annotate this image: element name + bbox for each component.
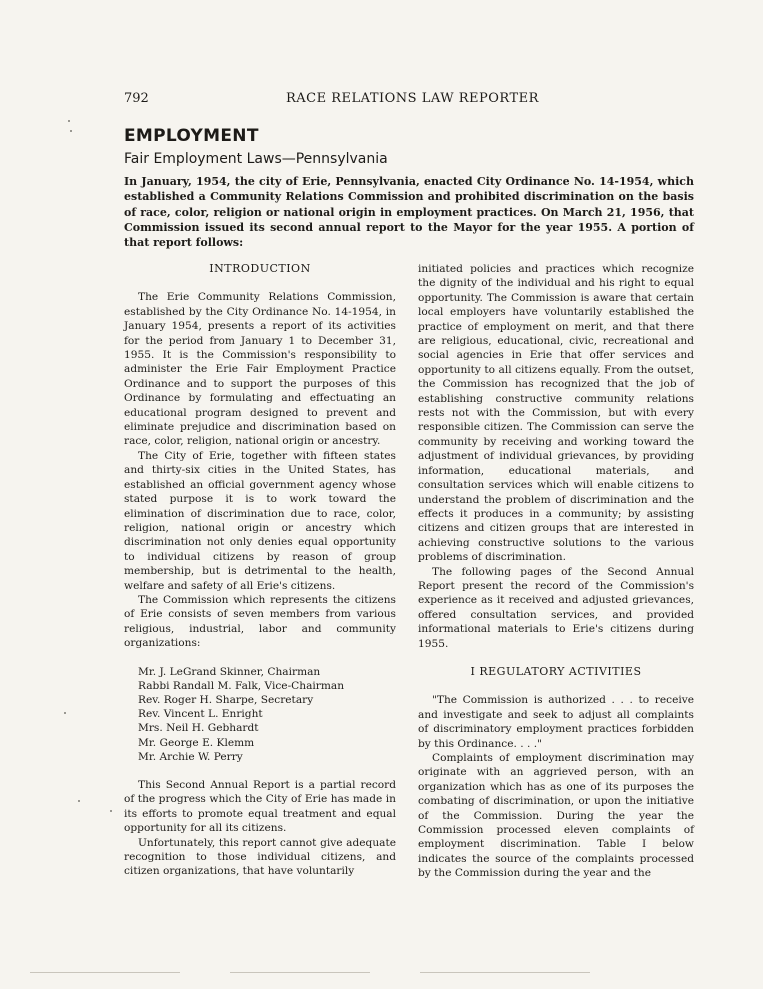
running-head: RACE RELATIONS LAW REPORTER [286,91,539,106]
ordinance-quote: "The Commission is authorized . . . to receive and investigate and seek to adjust all complaints of discriminatory employment practices forbidden by this Ordinance. . . ." [418,694,694,750]
intro-paragraph-3: The Commission which represents the citizens of Erie consists of seven members from various religious, industrial, labor and community organizations: [124,593,396,650]
report-pages-paragraph: The following pages of the Second Annual Report present the record of the Commission's experience as it received and adjusted grievances, offered consultation services, and provided informational materials to Erie's citizens during 1955. [418,565,694,650]
right-column [418,262,694,881]
commission-member: Mr. J. LeGrand Skinner, Chairman [138,665,321,678]
left-column [124,262,396,879]
intro-paragraph-4: This Second Annual Report is a partial record of the progress which the City of Erie has made in its efforts to promote equal treatment and equal opportunity for all its citizens. [124,778,396,835]
scan-speck [68,120,70,122]
intro-paragraph-2: The City of Erie, together with fifteen states and thirty-six cities in the United States, has established an official government agency whose stated purpose it is to work toward the elimination of discrimination due to race, color, religion, national origin or ancestry which discrimination not only denies equal opportunity to individual citizens by reason of group membership, but is detrimental to the health, welfare and safety of all Erie's citizens. [124,449,396,592]
continued-paragraph: initiated policies and practices which recognize the dignity of the individual and his right to equal opportunity. The Commission is aware that certain local employers have voluntarily established the practice of employment on merit, and that there are religious, educational, civic, recreational and social agencies in Erie that offer services and opportunity to all citizens equally. From the outset, the Commission has recognized that the job of establishing constructive community relations rests not with the Commission, but with every responsible citizen. The Commission can serve the community by receiving and working toward the adjustment of individual grievances, by providing information, educational materials, and consultation services which will enable citizens to understand the problem of discrimination and the effects it produces in a community; by assisting citizens and citizen groups that are interested in achieving constructive solutions to the various problems of discrimination. [418,263,694,564]
commission-member: Rev. Roger H. Sharpe, Secretary [138,693,314,706]
commission-member: Mrs. Neil H. Gebhardt [138,722,259,735]
commission-member: Mr. Archie W. Perry [138,750,243,763]
regulatory-activities-heading: I REGULATORY ACTIVITIES [470,664,642,678]
commission-member: Rev. Vincent L. Enright [138,708,263,721]
subsection-title: Fair Employment Laws—Pennsylvania [124,151,388,167]
commission-member: Mr. George E. Klemm [138,736,255,749]
page-number: 792 [124,91,149,106]
complaints-paragraph: Complaints of employment discrimination may originate with an aggrieved person, with an organization which has as one of its purposes the combating of discrimination, or upon the initiative of the Commission. During the year the Commission processed eleven complaints of employment discrimination. Table I below indicates the source of the complaints processed by the Commission during the year and the [418,752,694,880]
scan-speck [70,130,72,132]
introduction-heading: INTRODUCTION [209,262,311,275]
scan-edge-rule [30,972,180,973]
scan-speck [78,800,80,802]
scan-speck [64,712,66,714]
intro-paragraph-5: Unfortunately, this report cannot give adequate recognition to those individual citizens, and citizen organizations, that have voluntarily [124,836,396,878]
commission-member: Rabbi Randall M. Falk, Vice-Chairman [138,679,345,692]
headnote: In January, 1954, the city of Erie, Pennsylvania, enacted City Ordinance No. 14-1954, which established a Community Relations Commission and prohibited discrimination on the basis of race, color, religion or national origin in employment practices. On March 21, 1956, that Commission issued its second annual report to the Mayor for the year 1955. A portion of that report follows: [124,175,694,250]
scan-speck [110,810,112,812]
scan-edge-rule [420,972,590,973]
commission-member-list [138,665,396,764]
section-title: EMPLOYMENT [124,126,259,146]
scan-edge-rule [230,972,370,973]
intro-paragraph-1: The Erie Community Relations Commission, established by the City Ordinance No. 14-1954, in January 1954, presents a report of its activities for the period from January 1 to December 31, 1955. It is the Commission's responsibility to administer the Erie Fair Employment Practice Ordinance and to support the purposes of this Ordinance by formulating and effectuating an educational program designed to prevent and eliminate prejudice and discrimination based on race, color, religion, national origin or ancestry. [124,291,396,448]
